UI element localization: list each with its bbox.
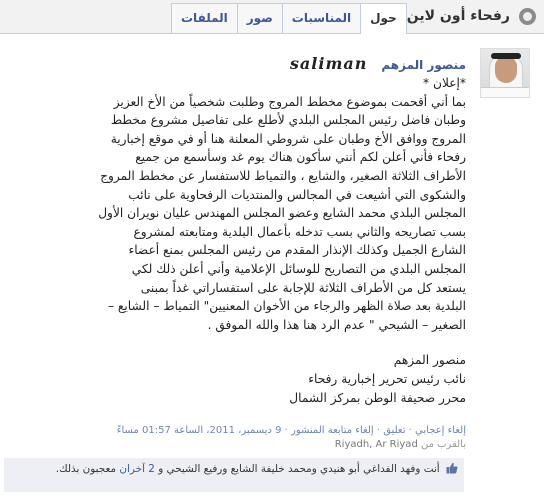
likes-others-link[interactable]: 2 آخران <box>119 463 155 475</box>
closing-line: نائب رئيس تحرير إخبارية رفحاء <box>308 371 466 386</box>
author-name[interactable]: منصور المزهم <box>381 58 466 72</box>
tab-photos[interactable]: صور <box>237 3 283 33</box>
post-line: يستعد كل من الأطراف الثلاثة للإجابة على استفساراتي غداً بمبنى <box>140 280 466 295</box>
post-line: البلدية بعد صلاة الظهر والرجاء من الأخوان المعنيين" التمياط – الشايع – <box>107 299 466 314</box>
post-line: وطبان فاضل رئيس المجلس البلدي لأطلع على تفاصيل مشروع مخطط <box>110 113 466 128</box>
timestamp[interactable]: 9 ديسمبر، 2011، الساعة 01:57 مساءً <box>116 425 282 436</box>
closing-line: منصور المزهم <box>393 353 466 368</box>
author-row <box>290 54 466 73</box>
post-body <box>40 74 466 407</box>
post-line: والشكوى التي أشيعت في المجالس والمنتديات الرفحاوية على نائب <box>128 187 466 202</box>
tabs <box>172 3 407 34</box>
tab-about[interactable]: حول <box>360 3 407 34</box>
unfollow-link[interactable]: إلغاء متابعة المنشور <box>290 425 374 436</box>
likes-box <box>4 458 464 492</box>
post-line: المجلس البلدي محمد الشايع وعضو المجلس المهندس عليان نويران الأول <box>98 206 466 221</box>
closing-line: محرر صحيفة الوطن بمركز الشمال <box>289 390 466 405</box>
globe-icon <box>519 8 536 25</box>
signature: saliman <box>289 54 368 73</box>
post-line: الأطراف الثلاثة الصغير، والشايع ، والتمياط للاستفسار عن مخطط المروج <box>100 168 466 183</box>
tab-events[interactable]: المناسبات <box>282 3 361 33</box>
post-line: بسب تصاريحه والثاني بسب تدخله بأعمال البلدية ومتابعته لمشروع <box>133 224 466 239</box>
tab-files[interactable]: الملفات <box>171 3 238 33</box>
post-line: *إعلان * <box>423 76 466 90</box>
tab-bar <box>0 0 544 34</box>
post-line: الصغير – الشيحي " عدم الرد هنا هذا والله الموفق . <box>207 317 466 332</box>
thumbs-up-icon <box>446 462 458 474</box>
avatar[interactable] <box>480 48 530 98</box>
location-link[interactable]: Riyadh, Ar Riyad <box>334 439 418 450</box>
post-line: رفحاء فأني أعلن لكم أنني سأكون هناك يوم غد وسأسمع من جميع <box>135 150 466 165</box>
post-meta: إلغاء إعجابي · تعليق · إلغاء متابعة المنشور · 9 ديسمبر، 2011، الساعة 01:57 مساءً بالقرب من Riyadh, Ar Riyad <box>116 425 466 450</box>
page-name[interactable]: رفحاء أون لاين <box>406 8 510 24</box>
post-line: المجلس البلدي من التصاريح للوسائل الإعلامية وأني أعلن ذلك لكي <box>131 261 466 276</box>
post-line: الشارع الجميل وكذلك الإنذار المقدم من رئيس المجلس بمنع أعضاء <box>128 243 466 258</box>
likes-suffix: معجبون بذلك. <box>55 463 117 475</box>
post-line: بما أني أقحمت بموضوع مخطط المروج وطلبت شخصياً من الأخ العزيز <box>113 94 466 109</box>
post-line: المروج ووافق الأخ وطبان على شروطي المعلنة هنا أو في موقع إخبارية <box>110 131 466 146</box>
unlike-link[interactable]: إلغاء إعجابي <box>415 425 466 436</box>
comment-link[interactable]: تعليق <box>383 425 406 436</box>
likes-text: أنت وفهد الفداغي أبو هنيدي ومحمد خليفة الشايع ورفيع الشيحي و <box>158 463 440 475</box>
near-label: بالقرب من <box>420 439 466 450</box>
